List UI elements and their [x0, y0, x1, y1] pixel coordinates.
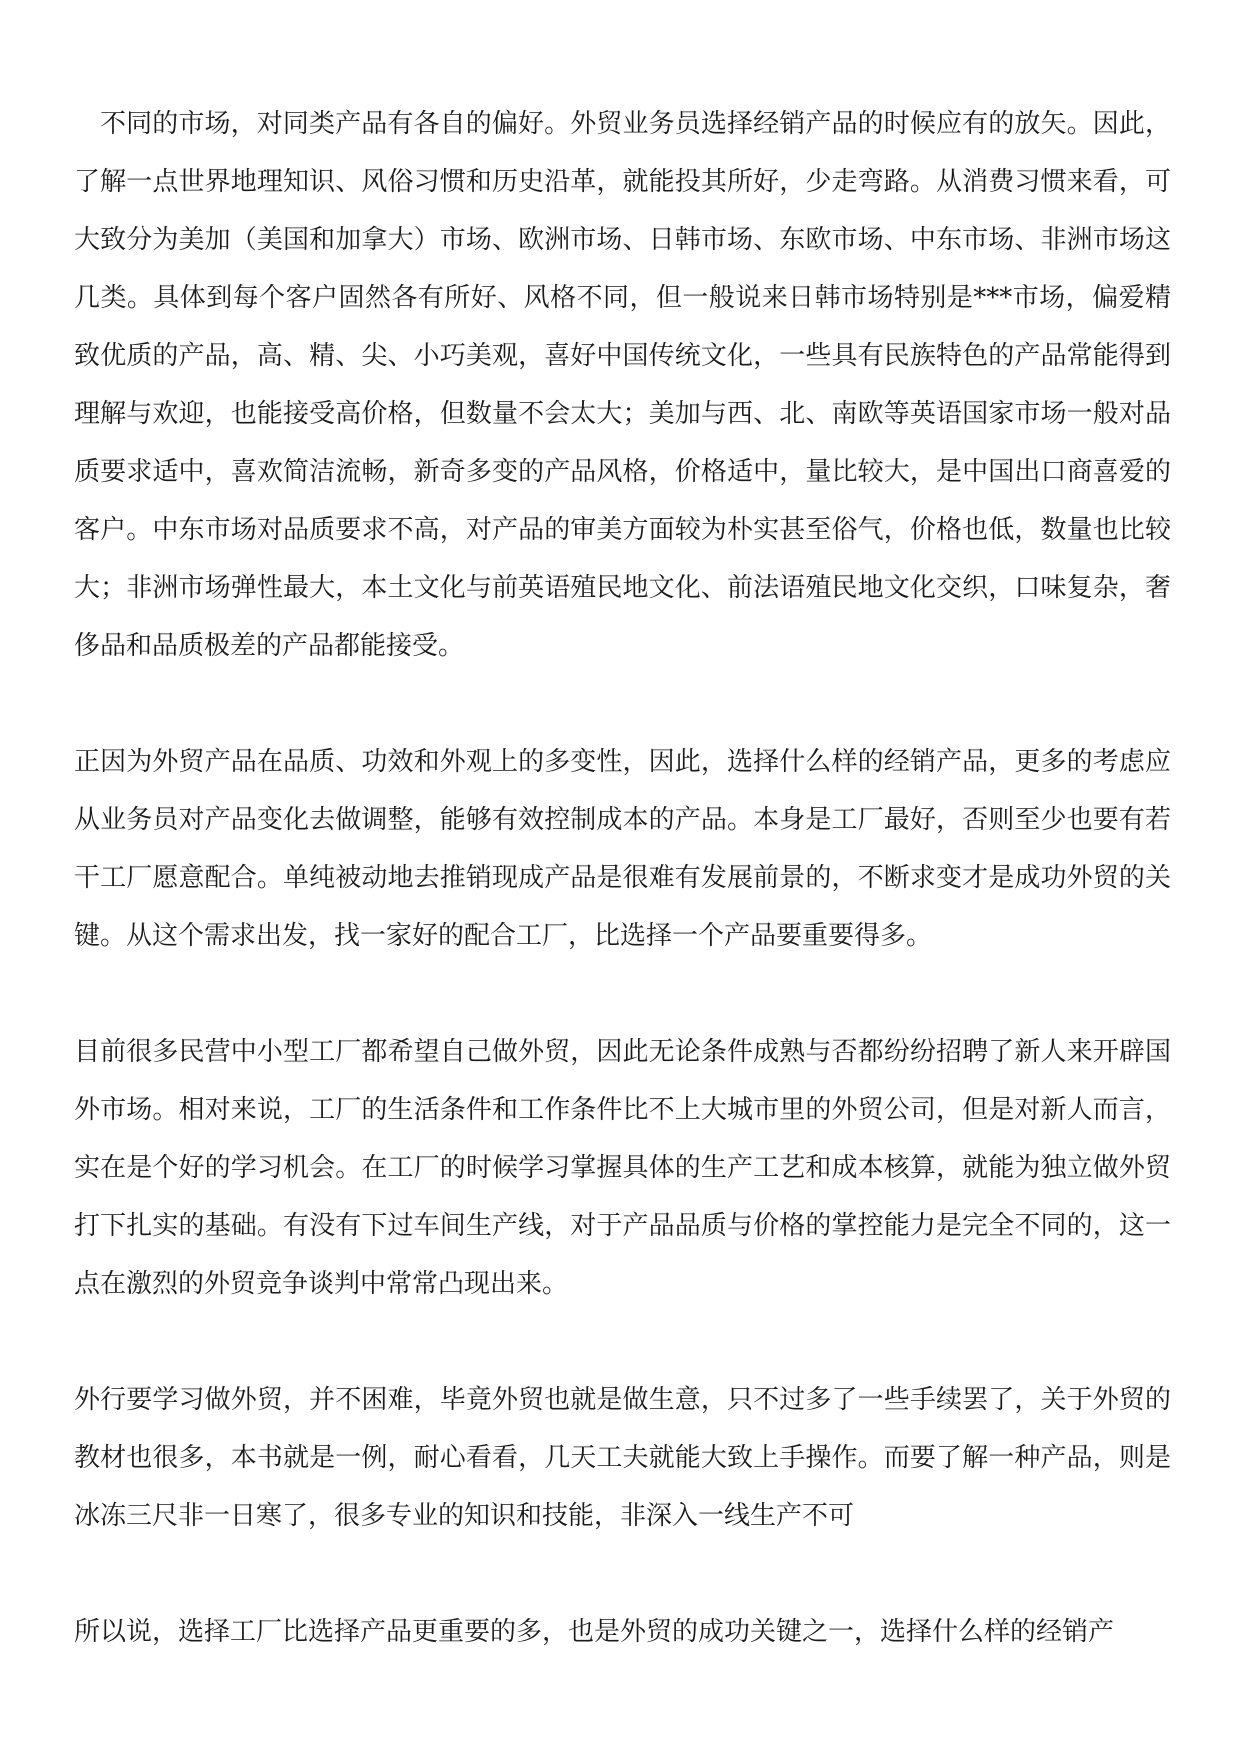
paragraph-factory-learning: 目前很多民营中小型工厂都希望自己做外贸，因此无论条件成熟与否都纷纷招聘了新人来开辟国外市场。相对来说，工厂的生活条件和工作条件比不上大城市里的外贸公司，但是对新人而言，实在是个好的学习机会。在工厂的时候学习掌握具体的生产工艺和成本核算，就能为独立做外贸打下扎实的基础。有没有下过车间生产线，对于产品品质与价格的掌控能力是完全不同的，这一点在激烈的外贸竞争谈判中常常凸现出来。 — [74, 1037, 1171, 1299]
paragraph-gap — [74, 675, 1171, 733]
paragraph-market-preferences: 不同的市场，对同类产品有各自的偏好。外贸业务员选择经销产品的时候应有的放矢。因此，了解一点世界地理知识、风俗习惯和历史沿革，就能投其所好，少走弯路。从消费习惯来看，可大致分为美加（美国和加拿大）市场、欧洲市场、日韩市场、东欧市场、中东市场、非洲市场这几类。具体到每个客户固然各有所好、风格不同，但一般说来日韩市场特别是***市场，偏爱精致优质的产品，高、精、尖、小巧美观，喜好中国传统文化，一些具有民族特色的产品常能得到理解与欢迎，也能接受高价格，但数量不会太大；美加与西、北、南欧等英语国家市场一般对品质要求适中，喜欢简洁流畅，新奇多变的产品风格，价格适中，量比较大，是中国出口商喜爱的客户。中东市场对品质要求不高，对产品的审美方面较为朴实甚至俗气，价格也低，数量也比较大；非洲市场弹性最大，本土文化与前英语殖民地文化、前法语殖民地文化交织，口味复杂，奢侈品和品质极差的产品都能接受。 — [74, 109, 1171, 661]
paragraph-gap — [74, 965, 1171, 1023]
paragraph-product-variability: 正因为外贸产品在品质、功效和外观上的多变性，因此，选择什么样的经销产品，更多的考虑应从业务员对产品变化去做调整，能够有效控制成本的产品。本身是工厂最好，否则至少也要有若干工厂愿意配合。单纯被动地去推销现成产品是很难有发展前景的，不断求变才是成功外贸的关键。从这个需求出发，找一家好的配合工厂，比选择一个产品要重要得多。 — [74, 747, 1171, 951]
paragraph-gap — [74, 1545, 1171, 1603]
paragraph-gap — [74, 1313, 1171, 1371]
paragraph-conclusion: 所以说，选择工厂比选择产品更重要的多，也是外贸的成功关键之一，选择什么样的经销产 — [74, 1617, 1115, 1647]
paragraph-learning-trade: 外行要学习做外贸，并不困难，毕竟外贸也就是做生意，只不过多了一些手续罢了，关于外贸的教材也很多，本书就是一例，耐心看看，几天工夫就能大致上手操作。而要了解一种产品，则是冰冻三尺非一日寒了，很多专业的知识和技能，非深入一线生产不可 — [74, 1385, 1171, 1531]
